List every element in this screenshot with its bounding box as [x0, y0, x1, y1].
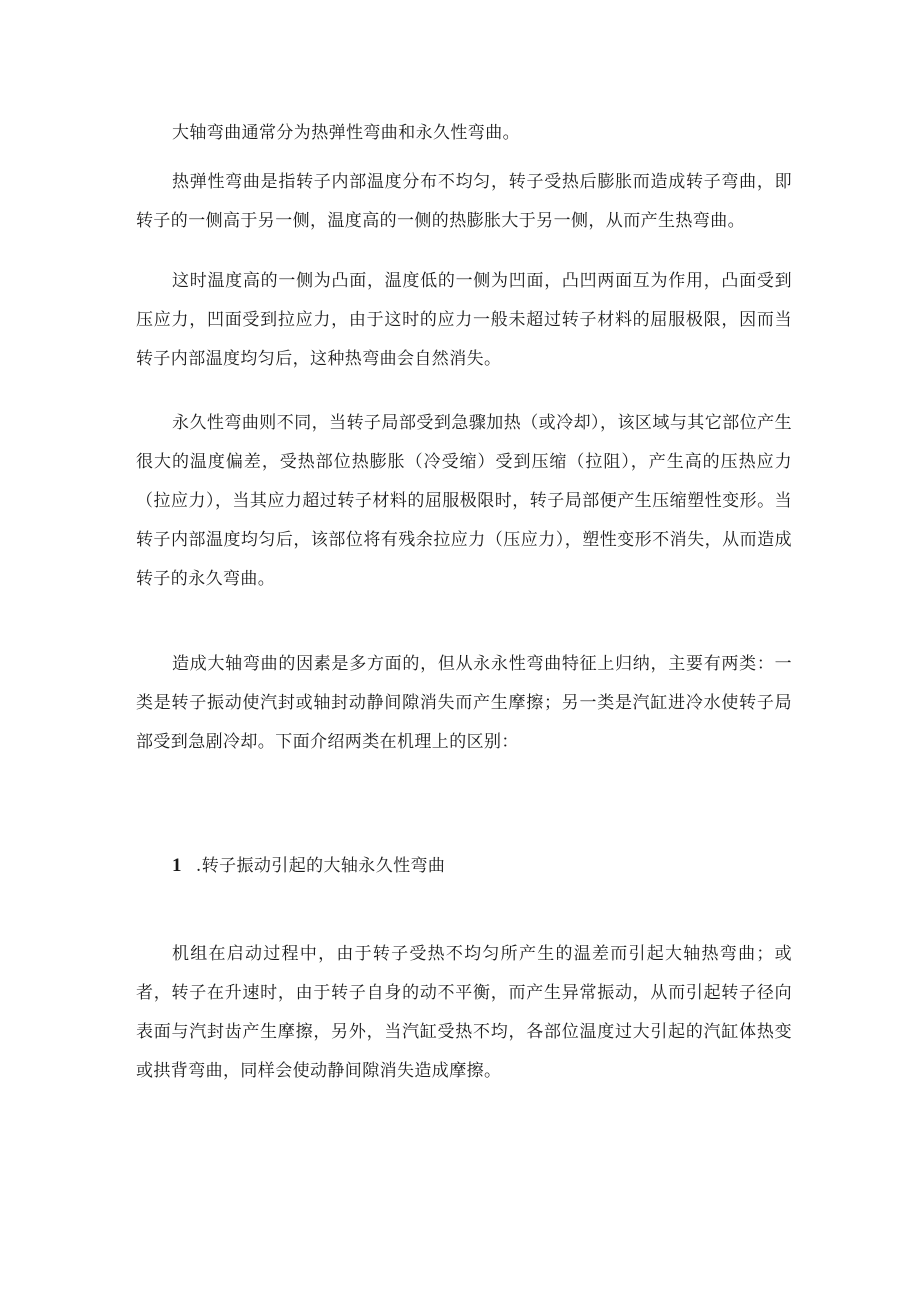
paragraph-3: 这时温度高的一侧为凸面，温度低的一侧为凹面，凸凹两面互为作用，凸面受到压应力，凹面受到拉应力，由于这时的应力一般未超过转子材料的屈服极限，因而当转子内部温度均匀后，这种热弯曲会自然消失。 — [136, 271, 792, 369]
paragraph-5: 造成大轴弯曲的因素是多方面的，但从永永性弯曲特征上归纳，主要有两类：一类是转子振动使汽封或轴封动静间隙消失而产生摩擦；另一类是汽缸进冷水使转子局部受到急剧冷却。下面介绍两类在机理上的区别： — [136, 654, 792, 752]
section-paragraph: 机组在启动过程中，由于转子受热不均匀所产生的温差而引起大轴热弯曲；或者，转子在升速时，由于转子自身的动不平衡，而产生异常振动，从而引起转子径向表面与汽封齿产生摩擦，另外，当汽缸受热不均，各部位温度过大引起的汽缸体热变或拱背弯曲，同样会使动静间隙消失造成摩擦。 — [136, 944, 792, 1081]
section-title: .转子振动引起的大轴永久性弯曲 — [195, 856, 446, 876]
section-heading — [172, 846, 445, 886]
section-number: 1 — [172, 855, 182, 876]
paragraph-4: 永久性弯曲则不同，当转子局部受到急骤加热（或冷却），该区域与其它部位产生很大的温度偏差，受热部位热膨胀（冷受缩）受到压缩（拉阻），产生高的压热应力（拉应力），当其应力超过转子材料的屈服极限时，转子局部便产生压缩塑性变形。当转子内部温度均匀后，该部位将有残余拉应力（压应力），塑性变形不消失，从而造成转子的永久弯曲。 — [136, 413, 792, 589]
paragraph-2: 热弹性弯曲是指转子内部温度分布不均匀，转子受热后膨胀而造成转子弯曲，即转子的一侧高于另一侧，温度高的一侧的热膨胀大于另一侧，从而产生热弯曲。 — [136, 172, 792, 231]
paragraph-1: 大轴弯曲通常分为热弹性弯曲和永久性弯曲。 — [172, 123, 520, 143]
